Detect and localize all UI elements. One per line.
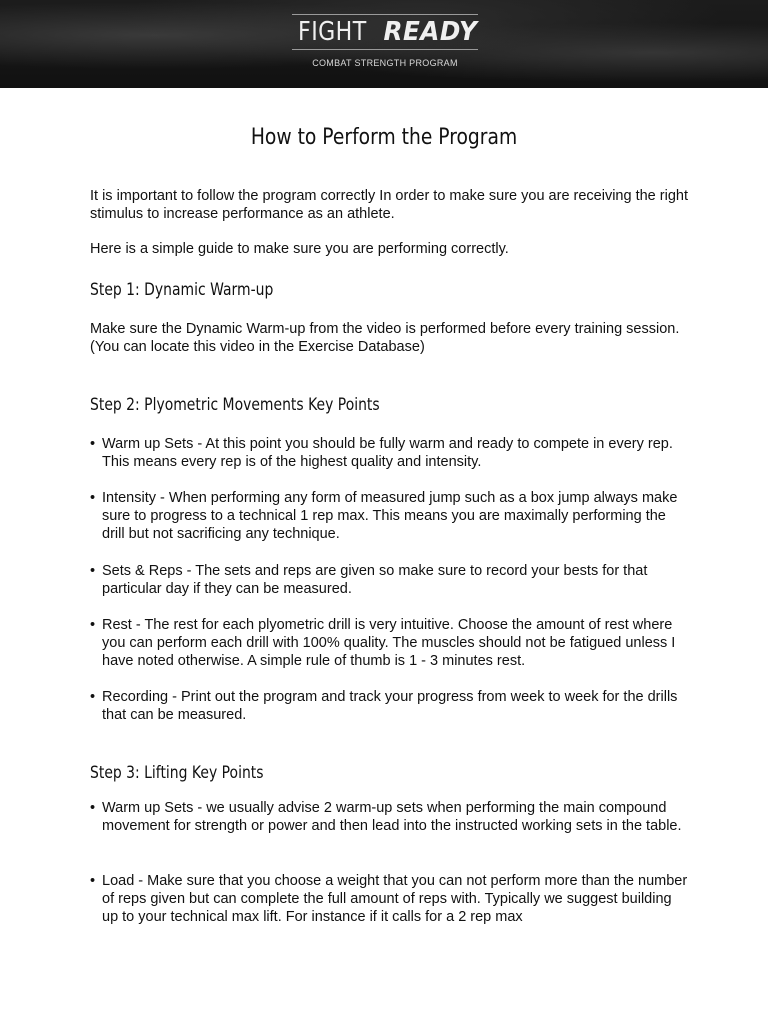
step-2-bullet-intensity: Intensity - When performing any form of measured jump such as a box jump always make sure to progress to a technical 1 rep max. This means you are maximally performing the drill but not sacrificing any technique.: [102, 490, 678, 542]
bullet-marker: •: [90, 800, 96, 816]
step-2-bullet-warmup: Warm up Sets - At this point you should be fully warm and ready to compete in every rep. This means every rep is of the highest quality and intensity.: [102, 436, 673, 470]
list-item: [90, 562, 690, 598]
list-item: [90, 616, 690, 670]
bullet-marker: •: [90, 617, 96, 633]
step-2-heading: Step 2: Plyometric Movements Key Points: [90, 395, 380, 415]
page-title: How to Perform the Program: [250, 125, 518, 150]
bullet-marker: •: [90, 490, 96, 506]
page-header-banner: [0, 0, 768, 88]
list-item: [90, 688, 690, 724]
list-item: [90, 489, 690, 543]
bullet-marker: •: [90, 436, 96, 452]
list-item: [90, 872, 690, 926]
logo-subtitle: COMBAT STRENGTH PROGRAM: [312, 58, 458, 68]
list-item: [90, 435, 690, 471]
bullet-marker: •: [90, 689, 96, 705]
logo-bottom-rule: [292, 49, 478, 50]
bullet-marker: •: [90, 563, 96, 579]
step-1-heading: Step 1: Dynamic Warm-up: [90, 280, 274, 300]
step-3-bullet-warmup: Warm up Sets - we usually advise 2 warm-up sets when performing the main compound movement for strength or power and then lead into the instructed working sets in the table.: [102, 800, 682, 834]
step-3-bullet-load: Load - Make sure that you choose a weight that you can not perform more than the number of reps given but can complete the full amount of reps with. Typically we suggest building up to your technical max lift. For instance if it calls for a 2 rep max: [102, 873, 688, 925]
intro-paragraph-1: It is important to follow the program correctly In order to make sure you are receiving the right stimulus to increase performance as an athlete.: [90, 188, 688, 222]
step-2-bullet-rest: Rest - The rest for each plyometric drill is very intuitive. Choose the amount of rest where you can perform each drill with 100% quality. The muscles should not be fatigued unless I have noted otherwise. A simple rule of thumb is 1 - 3 minutes rest.: [102, 617, 676, 669]
logo-title: [292, 15, 478, 49]
step-2-bullet-sets-reps: Sets & Reps - The sets and reps are given so make sure to record your bests for that particular day if they can be measured.: [102, 563, 648, 597]
intro-paragraph-2: Here is a simple guide to make sure you are performing correctly.: [90, 241, 509, 257]
step-2-bullet-recording: Recording - Print out the program and track your progress from week to week for the drills that can be measured.: [102, 689, 678, 723]
step-1-text: Make sure the Dynamic Warm-up from the video is performed before every training session. (You can locate this video in the Exercise Database): [90, 321, 680, 355]
fight-ready-logo: [292, 14, 478, 68]
logo-word-ready: READY: [383, 17, 478, 47]
step-3-heading: Step 3: Lifting Key Points: [90, 763, 264, 783]
list-item: [90, 799, 690, 835]
bullet-marker: •: [90, 873, 96, 889]
logo-word-fight: FIGHT: [298, 17, 367, 47]
